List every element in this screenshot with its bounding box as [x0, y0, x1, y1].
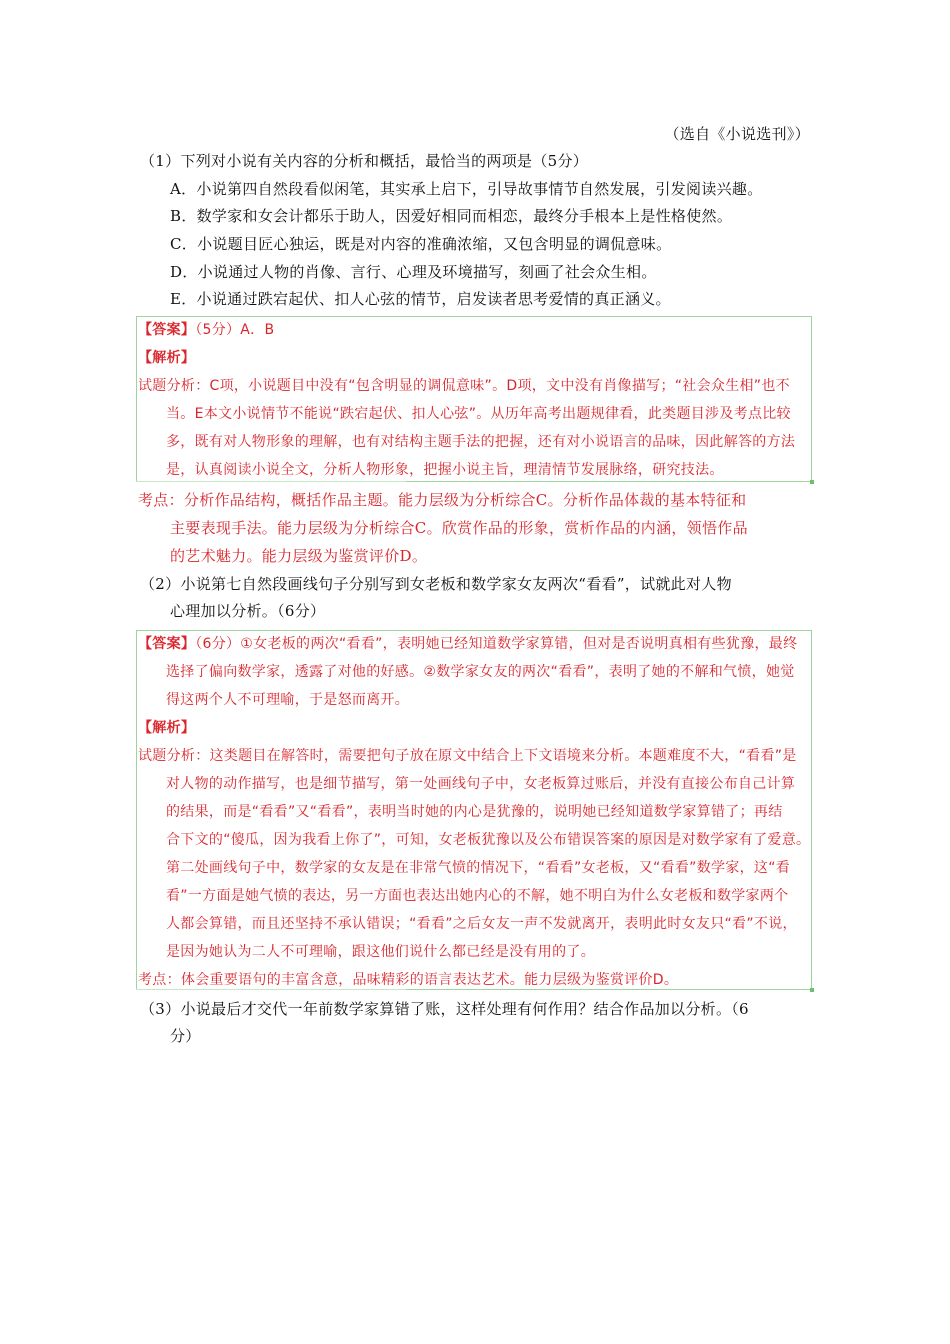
q2-answer-label: 【答案】 [138, 636, 196, 652]
q1-option-b: B．数学家和女会计都乐于助人，因爱好相同而相恋，最终分手根本上是性格使然。 [170, 207, 733, 225]
q2-analysis-line: 试题分析：这类题目在解答时，需要把句子放在原文中结合上下文语境来分析。本题难度不大，“看看”是 [138, 748, 797, 764]
q1-answer-label: 【答案】 [138, 322, 196, 338]
q3-stem-line: （3）小说最后才交代一年前数学家算错了账，这样处理有何作用？结合作品加以分析。（6 [140, 1000, 749, 1018]
q1-option-a: A．小说第四自然段看似闲笔，其实承上启下，引导故事情节自然发展，引发阅读兴趣。 [170, 180, 763, 198]
q1-analysis-line: 试题分析：C项，小说题目中没有“包含明显的调侃意味”。D项，文中没有肖像描写；“社会众生相”也不 [138, 378, 790, 394]
q2-stem-line: （2）小说第七自然段画线句子分别写到女老板和数学家女友两次“看看”，试就此对人物 [140, 575, 732, 593]
q1-analysis-line: 是，认真阅读小说全文，分析人物形象，把握小说主旨，理清情节发展脉络，研究技法。 [166, 462, 724, 478]
q2-answer-text: （6分）①女老板的两次“看看”，表明她已经知道数学家算错，但对是否说明真相有些犹豫，最终 [195, 636, 798, 652]
q1-kaodian-line: 的艺术魅力。能力层级为鉴赏评价D。 [170, 547, 428, 565]
q2-analysis-line: 人都会算错，而且还坚持不承认错误；“看看”之后女友一声不发就离开，表明此时女友只“看”不说， [166, 916, 797, 932]
q3-stem-line: 分） [170, 1027, 201, 1045]
q1-stem: （1）下列对小说有关内容的分析和概括，最恰当的两项是（5分） [140, 152, 589, 170]
q1-option-c: C．小说题目匠心独运，既是对内容的准确浓缩，又包含明显的调侃意味。 [170, 235, 672, 253]
q2-answer-first-line [138, 634, 797, 654]
q2-analysis-label: 【解析】 [138, 720, 196, 736]
q2-analysis-line: 的结果，而是“看看”又“看看”，表明当时她的内心是犹豫的，说明她已经知道数学家算错了；再结 [166, 804, 783, 820]
q1-option-e: E．小说通过跌宕起伏、扣人心弦的情节，启发读者思考爱情的真正涵义。 [170, 290, 671, 308]
q1-kaodian-line: 考点：分析作品结构，概括作品主题。能力层级为分析综合C。分析作品体裁的基本特征和 [138, 491, 747, 509]
q1-analysis-line: 多，既有对人物形象的理解，也有对结构主题手法的把握，还有对小说语言的品味，因此解答的方法 [166, 434, 796, 450]
q1-analysis-line: 当。E本文小说情节不能说“跌宕起伏、扣人心弦”。从历年高考出题规律看，此类题目涉及考点比较 [166, 406, 791, 422]
q1-answer [138, 320, 274, 340]
q1-option-d: D．小说通过人物的肖像、言行、心理及环境描写，刻画了社会众生相。 [170, 263, 657, 281]
q1-kaodian-line: 主要表现手法。能力层级为分析综合C。欣赏作品的形象，赏析作品的内涵，领悟作品 [170, 519, 748, 537]
q2-stem-line: 心理加以分析。（6分） [170, 602, 326, 620]
q1-answer-box [136, 316, 812, 482]
q2-analysis-line: 合下文的“傻瓜，因为我看上你了”，可知，女老板犹豫以及公布错误答案的原因是对数学家有了爱意。 [166, 832, 811, 848]
q2-analysis-line: 对人物的动作描写，也是细节描写，第一处画线句子中，女老板算过账后，并没有直接公布自己计算 [166, 776, 796, 792]
q1-answer-text: （5分）A．B [195, 322, 275, 338]
q2-analysis-line: 看”一方面是她气愤的表达，另一方面也表达出她内心的不解，她不明白为什么女老板和数学家两个 [166, 888, 789, 904]
q2-analysis-line: 第二处画线句子中，数学家的女友是在非常气愤的情况下，“看看”女老板，又“看看”数学家，这“看 [166, 860, 791, 876]
source-note: （选自《小说选刊》） [664, 125, 810, 143]
q2-analysis-line: 是因为她认为二人不可理喻，跟这他们说什么都已经是没有用的了。 [166, 944, 595, 960]
q2-answer-line: 得这两个人不可理喻，于是怒而离开。 [166, 692, 410, 708]
q2-kaodian: 考点：体会重要语句的丰富含意，品味精彩的语言表达艺术。能力层级为鉴赏评价D。 [138, 972, 679, 988]
q1-analysis-label: 【解析】 [138, 350, 196, 366]
q2-answer-line: 选择了偏向数学家，透露了对他的好感。②数学家女友的两次“看看”，表明了她的不解和气愤，她觉 [166, 664, 795, 680]
